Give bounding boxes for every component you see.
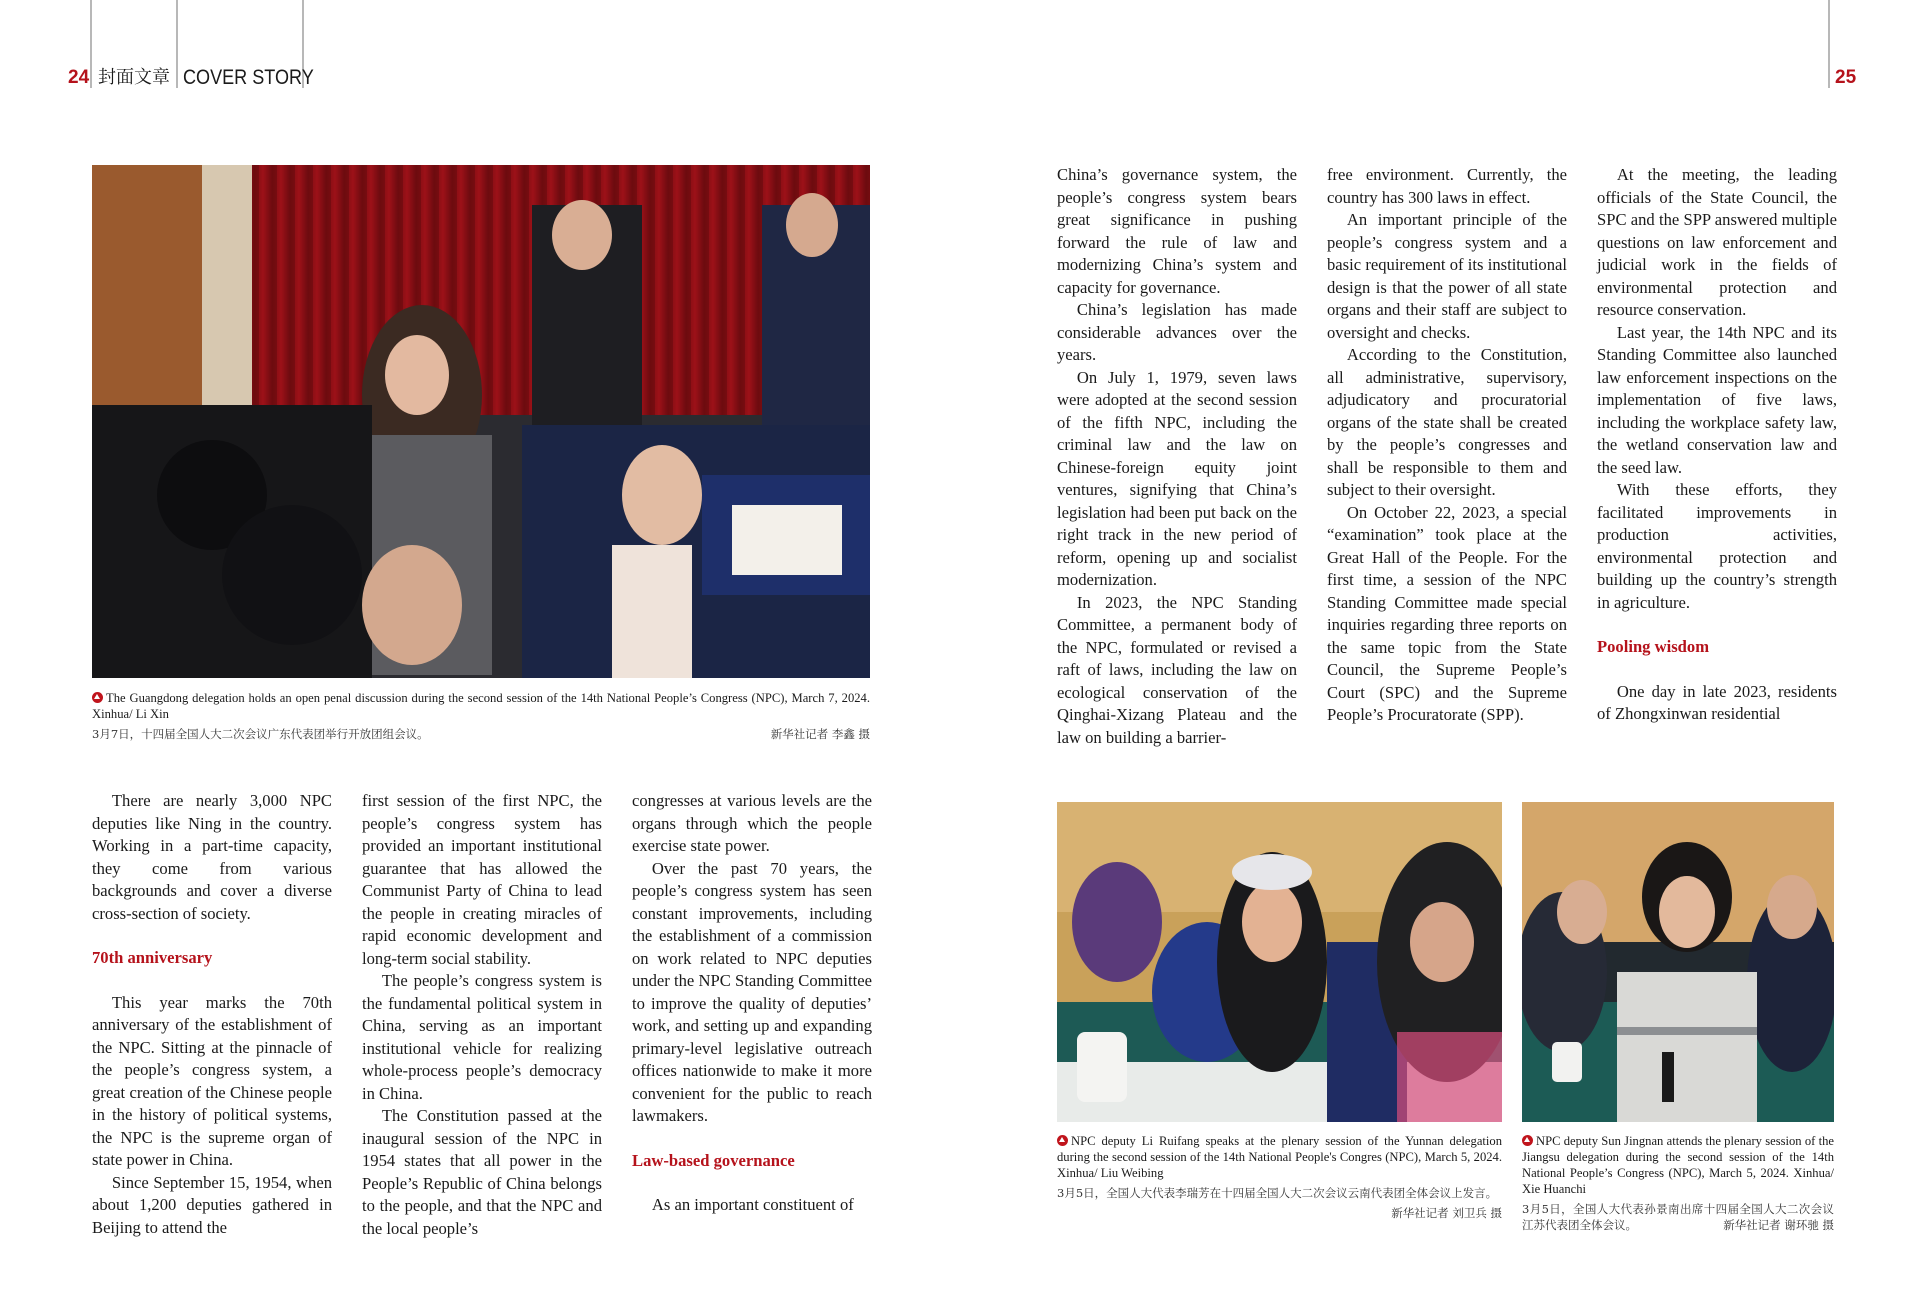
paragraph: According to the Constitution, all administrative, supervisory, adjudicatory and procuratorial organs of the state shall be created by the people’s congresses and shall be responsible to them and subject to their oversight. [1327,345,1567,499]
paragraph: free environment. Currently, the country has 300 laws in effect. [1327,165,1567,207]
paragraph: There are nearly 3,000 NPC deputies like Ning in the country. Working in a part-time capacity, they come from various backgrounds and cover a diverse cross-section of society. [92,791,332,923]
paragraph: In 2023, the NPC Standing Committee, a permanent body of the NPC, formulated or revised a raft of laws, including the law on ecological conservation of the Qinghai-Xizang Plateau and the law on building a barrier- [1057,592,1297,747]
paragraph: On July 1, 1979, seven laws were adopted at the second session of the fifth NPC, including the criminal law and the law on Chinese-foreign equity joint ventures, signifying that China’s legislation had been put back on the right track in the new period of reform, opening up and socialist modernization. [1057,367,1297,589]
caption-cn: 3月7日，十四届全国人大二次会议广东代表团举行开放团组会议。 [92,727,429,741]
photo-credit: 新华社记者 李鑫 摄 [770,727,870,741]
section-label-en [183,66,335,91]
xinhua-logo-icon [1522,1135,1533,1146]
caption-en: The Guangdong delegation holds an open penal discussion during the second session of the 14th National People’s Congress (NPC), March 7, 2024. Xinhua/ Li Xin [92,691,870,721]
xinhua-logo-icon [92,692,103,703]
left-column-3 [632,790,872,1217]
section-title-cn: 封面文章 [98,67,170,88]
header-rule [1828,0,1830,88]
xinhua-logo-icon [1057,1135,1068,1146]
paragraph: China’s legislation has made considerable advances over the years. [1057,300,1297,364]
photo-image [1057,802,1502,1122]
photo-credit: 新华社记者 谢环驰 摄 [1723,1218,1834,1232]
left-column-1 [92,790,332,1239]
section-heading: 70th anniversary [92,948,213,967]
paragraph: As an important constituent of [651,1195,854,1214]
paragraph: On October 22, 2023, a special “examination” took place at the Great Hall of the People. For the first time, a session of the NPC Standing Committee made special inquiries regarding three reports on the same topic from the State Council, the Supreme People’s Court (SPC) and the Supreme People’s Procuratorate (SPP). [1327,502,1567,724]
header-rule [90,0,92,88]
paragraph: One day in late 2023, residents of Zhongxinwan residential [1597,681,1837,723]
right-column-3 [1597,164,1837,726]
running-header-right [1835,66,1856,90]
paragraph: An important principle of the people’s congress system and a basic requirement of its institutional design is that the power of all state organs and their staff are subject to oversight and checks. [1327,210,1567,342]
paragraph: first session of the first NPC, the people’s congress system has provided an important institutional guarantee that has allowed the Communist Party of China to lead the people in creating miracles of rapid economic development and long-term social stability. [362,791,602,968]
paragraph: The people’s congress system is the fundamental political system in China, serving as an important institutional vehicle for realizing whole-process people’s democracy in China. [362,971,602,1103]
paragraph: The Constitution passed at the inaugural session of the NPC in 1954 states that all power in the People’s Republic of China belongs to the people, and that the NPC and the local people’s [362,1106,602,1238]
photo-caption-yunnan [1057,1133,1502,1221]
paragraph: Over the past 70 years, the people’s congress system has seen constant improvements, including the establishment of a commission on work related to NPC deputies under the NPC Standing Committee to improve the quality of deputies’ work, and setting up and expanding primary-level legislative outreach offices nationwide to make it more convenient for the public to reach lawmakers. [632,858,872,1125]
paragraph: At the meeting, the leading officials of the State Council, the SPC and the SPP answered multiple questions on law enforcement and judicial work in the fields of environmental protection and resource conservation. [1597,165,1837,319]
caption-en: NPC deputy Li Ruifang speaks at the plenary session of the Yunnan delegation during the second session of the 14th National People's Congres (NPC), March 5, 2024. Xinhua/ Liu Weibing [1057,1134,1502,1180]
caption-cn: 3月5日，全国人大代表李瑞芳在十四届全国人大二次会议云南代表团全体会议上发言。 [1057,1186,1498,1200]
photo-image [1522,802,1834,1122]
paragraph: Last year, the 14th NPC and its Standing Committee also launched law enforcement inspections on the implementation of five laws, including the workplace safety law, the wetland conservation law and the seed law. [1597,322,1837,477]
paragraph: Since September 15, 1954, when about 1,200 deputies gathered in Beijing to attend the [92,1172,332,1237]
caption-en: NPC deputy Sun Jingnan attends the plenary session of the Jiangsu delegation during the second session of the 14th National People’s Congress (NPC), March 5, 2024. Xinhua/ Xie Huanchi [1522,1134,1834,1196]
photo-caption-jiangsu [1522,1133,1834,1233]
left-column-2 [362,790,602,1240]
paragraph: This year marks the 70th anniversary of the establishment of the NPC. Sitting at the pinnacle of the people’s congress system, a great creation of the Chinese people in the history of political systems, the NPC is the supreme organ of state power in China. [92,992,332,1169]
caption-cn-text: 3月5日，全国人大代表孙景南出席十四届全国人大二次会议江苏代表团全体会议。 [1522,1202,1834,1232]
section-heading: Pooling wisdom [1597,637,1710,656]
page-number-right: 25 [1835,67,1857,88]
photo-jiangsu-delegation [1522,802,1834,1122]
running-header-left [68,66,89,90]
section-heading: Law-based governance [632,1150,795,1170]
header-rule [176,0,178,88]
page-number-left: 24 [68,67,90,88]
right-column-2 [1327,164,1567,727]
section-label-cn [98,66,170,90]
photo-guangdong-delegation [92,165,870,678]
photo-image [92,165,870,678]
paragraph: congresses at various levels are the organs through which the people exercise state power. [632,791,872,855]
photo-yunnan-delegation [1057,802,1502,1122]
paragraph: With these efforts, they facilitated improvements in production activities, environmental protection and building up the country’s strength in agriculture. [1597,480,1837,612]
photo-caption-guangdong [92,690,870,742]
right-column-1 [1057,164,1297,749]
photo-credit: 新华社记者 刘卫兵 摄 [1391,1206,1502,1220]
section-title-en: COVER STORY [183,66,314,89]
caption-cn-row [92,726,870,742]
paragraph: China’s governance system, the people’s congress system bears great significance in pushing forward the rule of law and modernizing China’s system and capacity for governance. [1057,165,1297,297]
caption-cn [1522,1201,1834,1233]
